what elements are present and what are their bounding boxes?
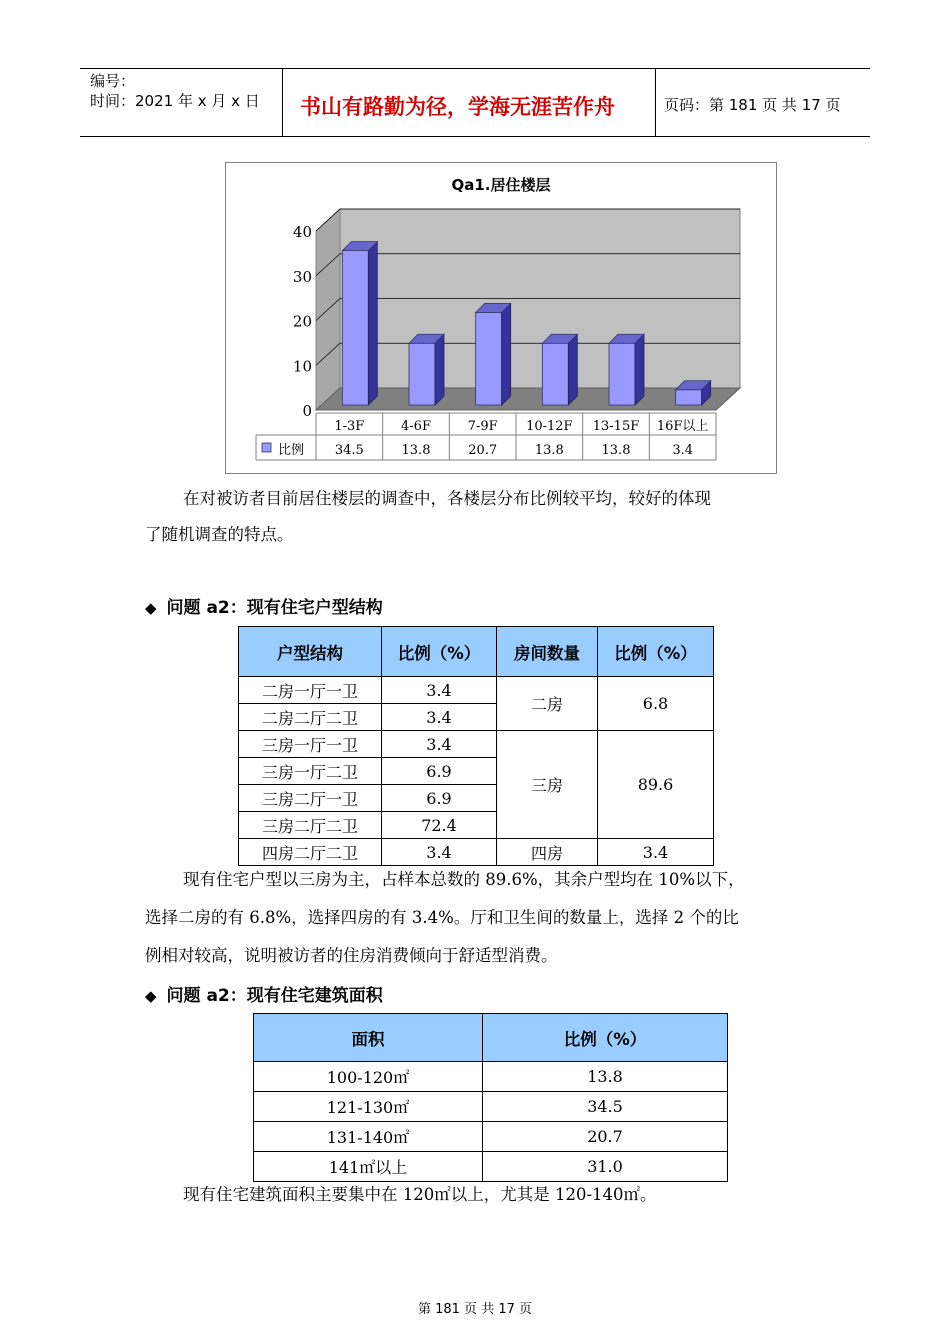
header-cell: 比例（%） (483, 1014, 728, 1062)
chart-bar-side (435, 334, 444, 405)
data-value-label: 13.8 (534, 443, 564, 458)
data-value-label: 13.8 (601, 443, 631, 458)
header-cell: 户型结构 (239, 627, 382, 677)
table-header-row (254, 1014, 728, 1062)
unit-type-cell: 三房一厅二卫 (239, 758, 382, 785)
chart-bar-front (676, 390, 702, 405)
para2-line1: 现有住宅户型以三房为主，占样本总数的 89.6%，其余户型均在 10%以下， (183, 870, 745, 889)
para2-line2: 选择二房的有 6.8%，选择四房的有 3.4%。厅和卫生间的数量上，选择 2 个的比 (145, 908, 739, 927)
para1-line2: 了随机调查的特点。 (145, 525, 294, 544)
chart-bar-side (368, 242, 377, 405)
x-category-label: 13-15F (592, 419, 640, 434)
ratio-cell: 3.4 (382, 731, 497, 758)
unit-type-cell: 三房二厅一卫 (239, 785, 382, 812)
area-cell: 141㎡以上 (254, 1152, 483, 1182)
chart-title: Qa1.居住楼层 (451, 176, 551, 194)
table-row (239, 731, 714, 758)
table-row (254, 1092, 728, 1122)
diamond-bullet-icon: ◆ (145, 599, 157, 617)
section2-title: 问题 a2：现有住宅建筑面积 (166, 986, 383, 1006)
x-category-label: 1-3F (334, 419, 365, 434)
area-cell: 131-140㎡ (254, 1122, 483, 1152)
y-tick-label: 10 (292, 357, 312, 376)
chart-bar-side (635, 334, 644, 405)
y-tick-label: 0 (302, 402, 312, 420)
header-divider-right (655, 68, 656, 136)
room-count-cell: 四房 (497, 839, 598, 866)
unit-type-cell: 二房二厅二卫 (239, 704, 382, 731)
para2-line3: 例相对较高，说明被访者的住房消费倾向于舒适型消费。 (145, 946, 558, 965)
ratio-cell: 3.4 (382, 677, 497, 704)
group-ratio-cell: 89.6 (598, 731, 714, 839)
x-category-label: 10-12F (526, 419, 573, 434)
ratio-cell: 34.5 (483, 1092, 728, 1122)
unit-type-cell: 四房二厅二卫 (239, 839, 382, 866)
data-value-label: 13.8 (401, 443, 431, 458)
section2-heading (145, 981, 383, 1006)
floor-chart (225, 162, 777, 474)
y-tick-label: 20 (292, 312, 312, 331)
header-cell: 面积 (254, 1014, 483, 1062)
header-cell: 房间数量 (497, 627, 598, 677)
ratio-cell: 6.9 (382, 785, 497, 812)
x-category-label: 7-9F (467, 419, 498, 434)
data-value-label: 34.5 (334, 443, 364, 458)
x-category-label: 16F以上 (656, 419, 709, 434)
ratio-cell: 3.4 (382, 839, 497, 866)
x-category-label: 4-6F (401, 419, 431, 434)
header-top-rule (80, 68, 870, 69)
unit-type-cell: 二房一厅一卫 (239, 677, 382, 704)
area-cell: 121-130㎡ (254, 1092, 483, 1122)
chart-bar-front (476, 312, 502, 405)
table-header-row (239, 627, 714, 677)
ratio-cell: 72.4 (382, 812, 497, 839)
ratio-cell: 6.9 (382, 758, 497, 785)
y-tick-label: 30 (292, 267, 312, 286)
para1-line1: 在对被访者目前居住楼层的调查中，各楼层分布比例较平均，较好的体现 (183, 489, 711, 508)
header-date-label: 时间：2021 年 x 月 x 日 (90, 92, 260, 110)
floor-chart-svg (226, 163, 776, 473)
unit-type-cell: 三房一厅一卫 (239, 731, 382, 758)
unit-type-table (238, 626, 714, 866)
para3-line1: 现有住宅建筑面积主要集中在 120㎡以上，尤其是 120-140㎡。 (183, 1185, 657, 1204)
legend-swatch (262, 443, 271, 452)
header-bottom-rule (80, 136, 870, 137)
header-page-label: 页码：第 181 页 共 17 页 (664, 96, 841, 114)
ratio-cell: 3.4 (382, 704, 497, 731)
section1-title: 问题 a2：现有住宅户型结构 (166, 598, 383, 618)
table-row (254, 1122, 728, 1152)
area-cell: 100-120㎡ (254, 1062, 483, 1092)
header-motto: 书山有路勤为径，学海无涯苦作舟 (300, 95, 615, 119)
group-ratio-cell: 3.4 (598, 839, 714, 866)
section1-heading (145, 593, 383, 618)
floor-area-table (253, 1013, 728, 1182)
data-value-label: 3.4 (672, 443, 694, 458)
ratio-cell: 31.0 (483, 1152, 728, 1182)
table-row (254, 1062, 728, 1092)
diamond-bullet-icon: ◆ (145, 987, 157, 1005)
ratio-cell: 20.7 (483, 1122, 728, 1152)
room-count-cell: 三房 (497, 731, 598, 839)
header-number-label: 编号： (90, 72, 136, 90)
header-cell: 比例（%） (382, 627, 497, 677)
legend-label: 比例 (278, 443, 305, 458)
header-cell: 比例（%） (598, 627, 714, 677)
chart-bar-front (542, 343, 568, 405)
chart-bar-side (502, 303, 511, 405)
data-value-label: 20.7 (468, 443, 498, 458)
chart-bar-front (409, 343, 435, 405)
table-row (239, 677, 714, 704)
header-divider-left (282, 68, 283, 136)
group-ratio-cell: 6.8 (598, 677, 714, 731)
chart-bar-side (568, 334, 577, 405)
room-count-cell: 二房 (497, 677, 598, 731)
chart-bar-front (342, 251, 368, 405)
chart-bar-front (609, 343, 635, 405)
page-footer: 第 181 页 共 17 页 (417, 1302, 533, 1317)
unit-type-cell: 三房二厅二卫 (239, 812, 382, 839)
y-tick-label: 40 (292, 223, 312, 241)
ratio-cell: 13.8 (483, 1062, 728, 1092)
